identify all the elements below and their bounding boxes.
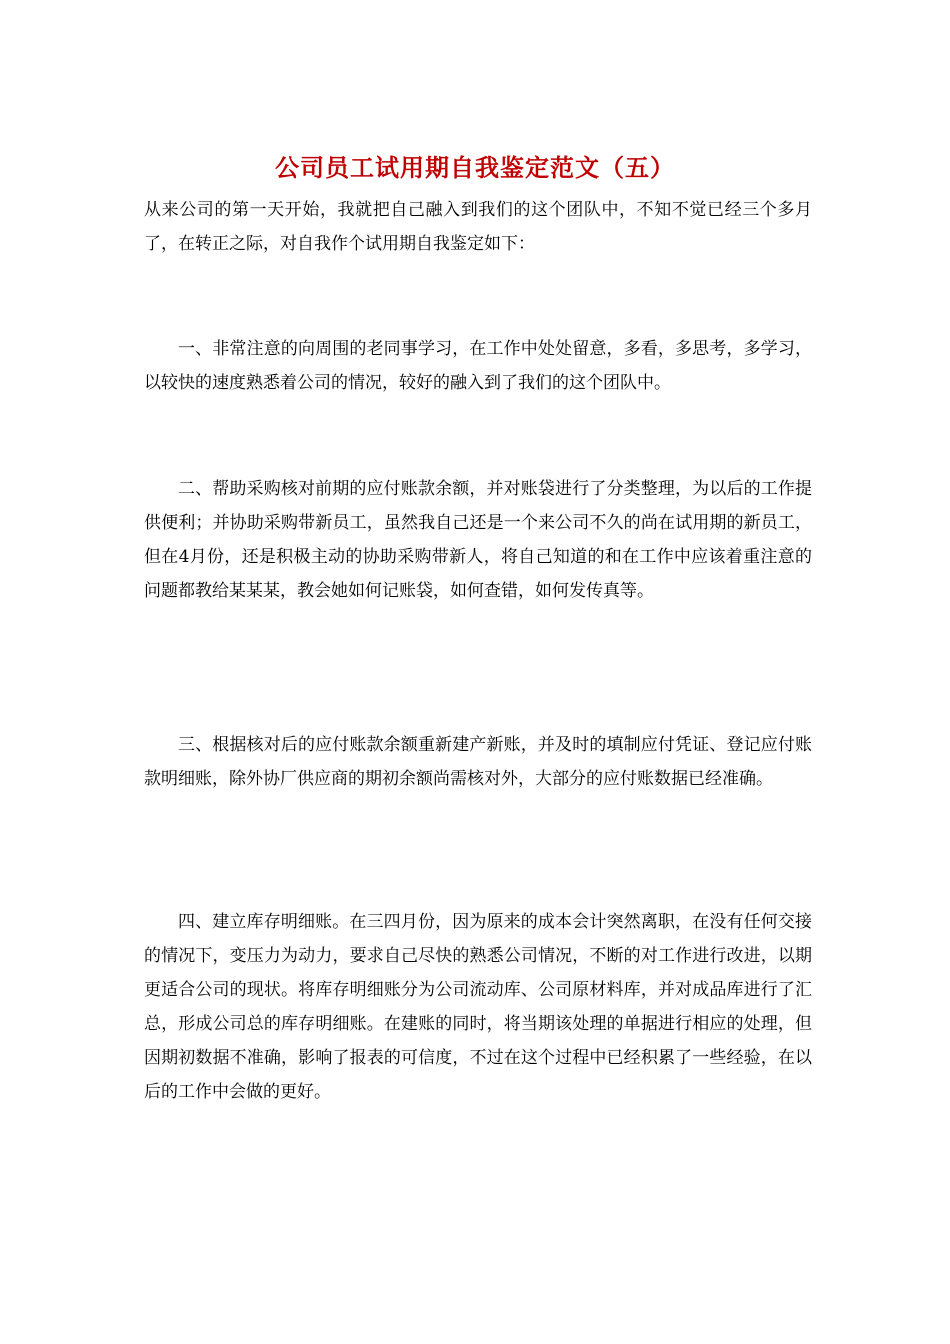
paragraph-point-2: 二、帮助采购核对前期的应付账款余额，并对账袋进行了分类整理，为以后的工作提供便利；并协助采购带新员工，虽然我自己还是一个来公司不久的尚在试用期的新员工，但在4月份，还是积极主动的协助采购带新人，将自己知道的和在工作中应该着重注意的问题都教给某某某，教会她如何记账袋，如何查错，如何发传真等。: [144, 479, 812, 601]
paragraph-point-1: 一、非常注意的向周围的老同事学习，在工作中处处留意，多看，多思考，多学习，以较快的速度熟悉着公司的情况，较好的融入到了我们的这个团队中。: [144, 339, 812, 393]
paragraph-point-4: 四、建立库存明细账。在三四月份，因为原来的成本会计突然离职，在没有任何交接的情况下，变压力为动力，要求自己尽快的熟悉公司情况，不断的对工作进行改进，以期更适合公司的现状。将库存明细账分为公司流动库、公司原材料库，并对成品库进行了汇总，形成公司总的库存明细账。在建账的同时，将当期该处理的单据进行相应的处理，但因期初数据不准确，影响了报表的可信度，不过在这个过程中已经积累了一些经验，在以后的工作中会做的更好。: [144, 912, 812, 1102]
paragraph-point-3: 三、根据核对后的应付账款余额重新建产新账，并及时的填制应付凭证、登记应付账款明细账，除外协厂供应商的期初余额尚需核对外，大部分的应付账数据已经准确。: [144, 735, 812, 789]
document-title: 公司员工试用期自我鉴定范文（五）: [275, 153, 675, 182]
paragraph-intro: 从来公司的第一天开始，我就把自己融入到我们的这个团队中，不知不觉已经三个多月了，在转正之际，对自我作个试用期自我鉴定如下：: [144, 200, 812, 254]
